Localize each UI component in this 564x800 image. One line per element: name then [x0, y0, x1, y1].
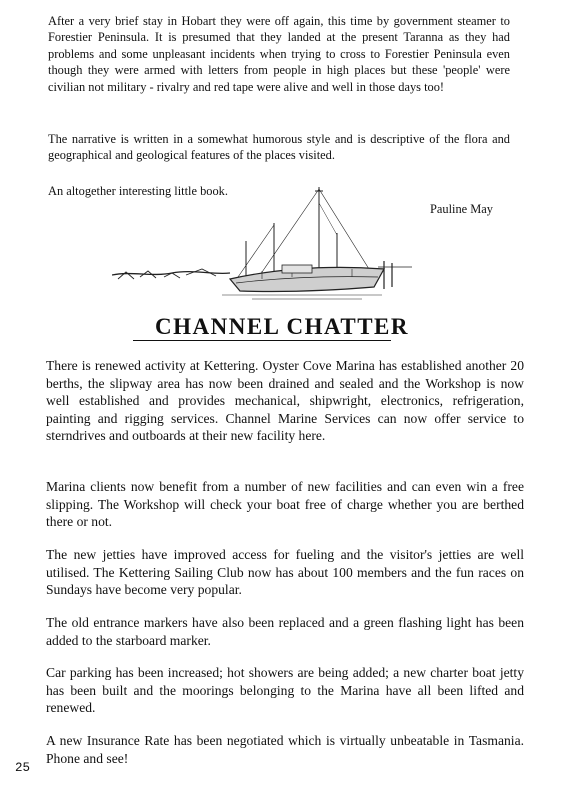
author-name: Pauline May — [430, 202, 493, 216]
article-paragraph: The new jetties have improved access for fueling and the visitor's jetties are well utilised. The Kettering Sailing Club now has about 100 members and the fun races on Sundays have become very popular. — [46, 547, 524, 598]
article-paragraph: The old entrance markers have also been replaced and a green flashing light has been added to the starboard marker. — [46, 615, 524, 648]
closing-sentence: An altogether interesting little book. — [48, 184, 228, 198]
article-paragraph: Marina clients now benefit from a number of new facilities and can even win a free slipping. The Workshop will check your boat free of charge whether you are berthed there or not. — [46, 479, 524, 530]
article-paragraph: There is renewed activity at Kettering. Oyster Cove Marina has established another 20 berths, the slipway area has now been drained and sealed and the Workshop is now well established and provides mechanical, shipwright, electronics, refrigeration, painting and rigging services. Channel Marine Services can now offer service to sterndrives and outboards at their new facility here. — [46, 358, 524, 444]
article-paragraph: A new Insurance Rate has been negotiated which is virtually unbeatable in Tasmania. Phone and see! — [46, 733, 524, 766]
intro-paragraph-1: After a very brief stay in Hobart they were off again, this time by government steamer to Forestier Peninsula. It is presumed that they landed at the present Taranna as they had problems and some unpleasant incidents when trying to cross to Forestier Peninsula even though they were armed with letters from people in high places but these 'people' were civilian not military - rivalry and red tape were alive and well in those days too! — [48, 14, 510, 94]
page-number: 25 — [15, 761, 31, 775]
section-title: CHANNEL CHATTER — [154, 314, 410, 339]
sailing-boat-sketch-icon — [112, 183, 418, 303]
title-underline — [133, 340, 391, 341]
intro-paragraph-2: The narrative is written in a somewhat humorous style and is descriptive of the flora and geographical and geological features of the places visited. — [48, 132, 510, 163]
article-paragraph: Car parking has been increased; hot showers are being added; a new charter boat jetty has been built and the moorings belonging to the Marina have all been lifted and renewed. — [46, 665, 524, 716]
